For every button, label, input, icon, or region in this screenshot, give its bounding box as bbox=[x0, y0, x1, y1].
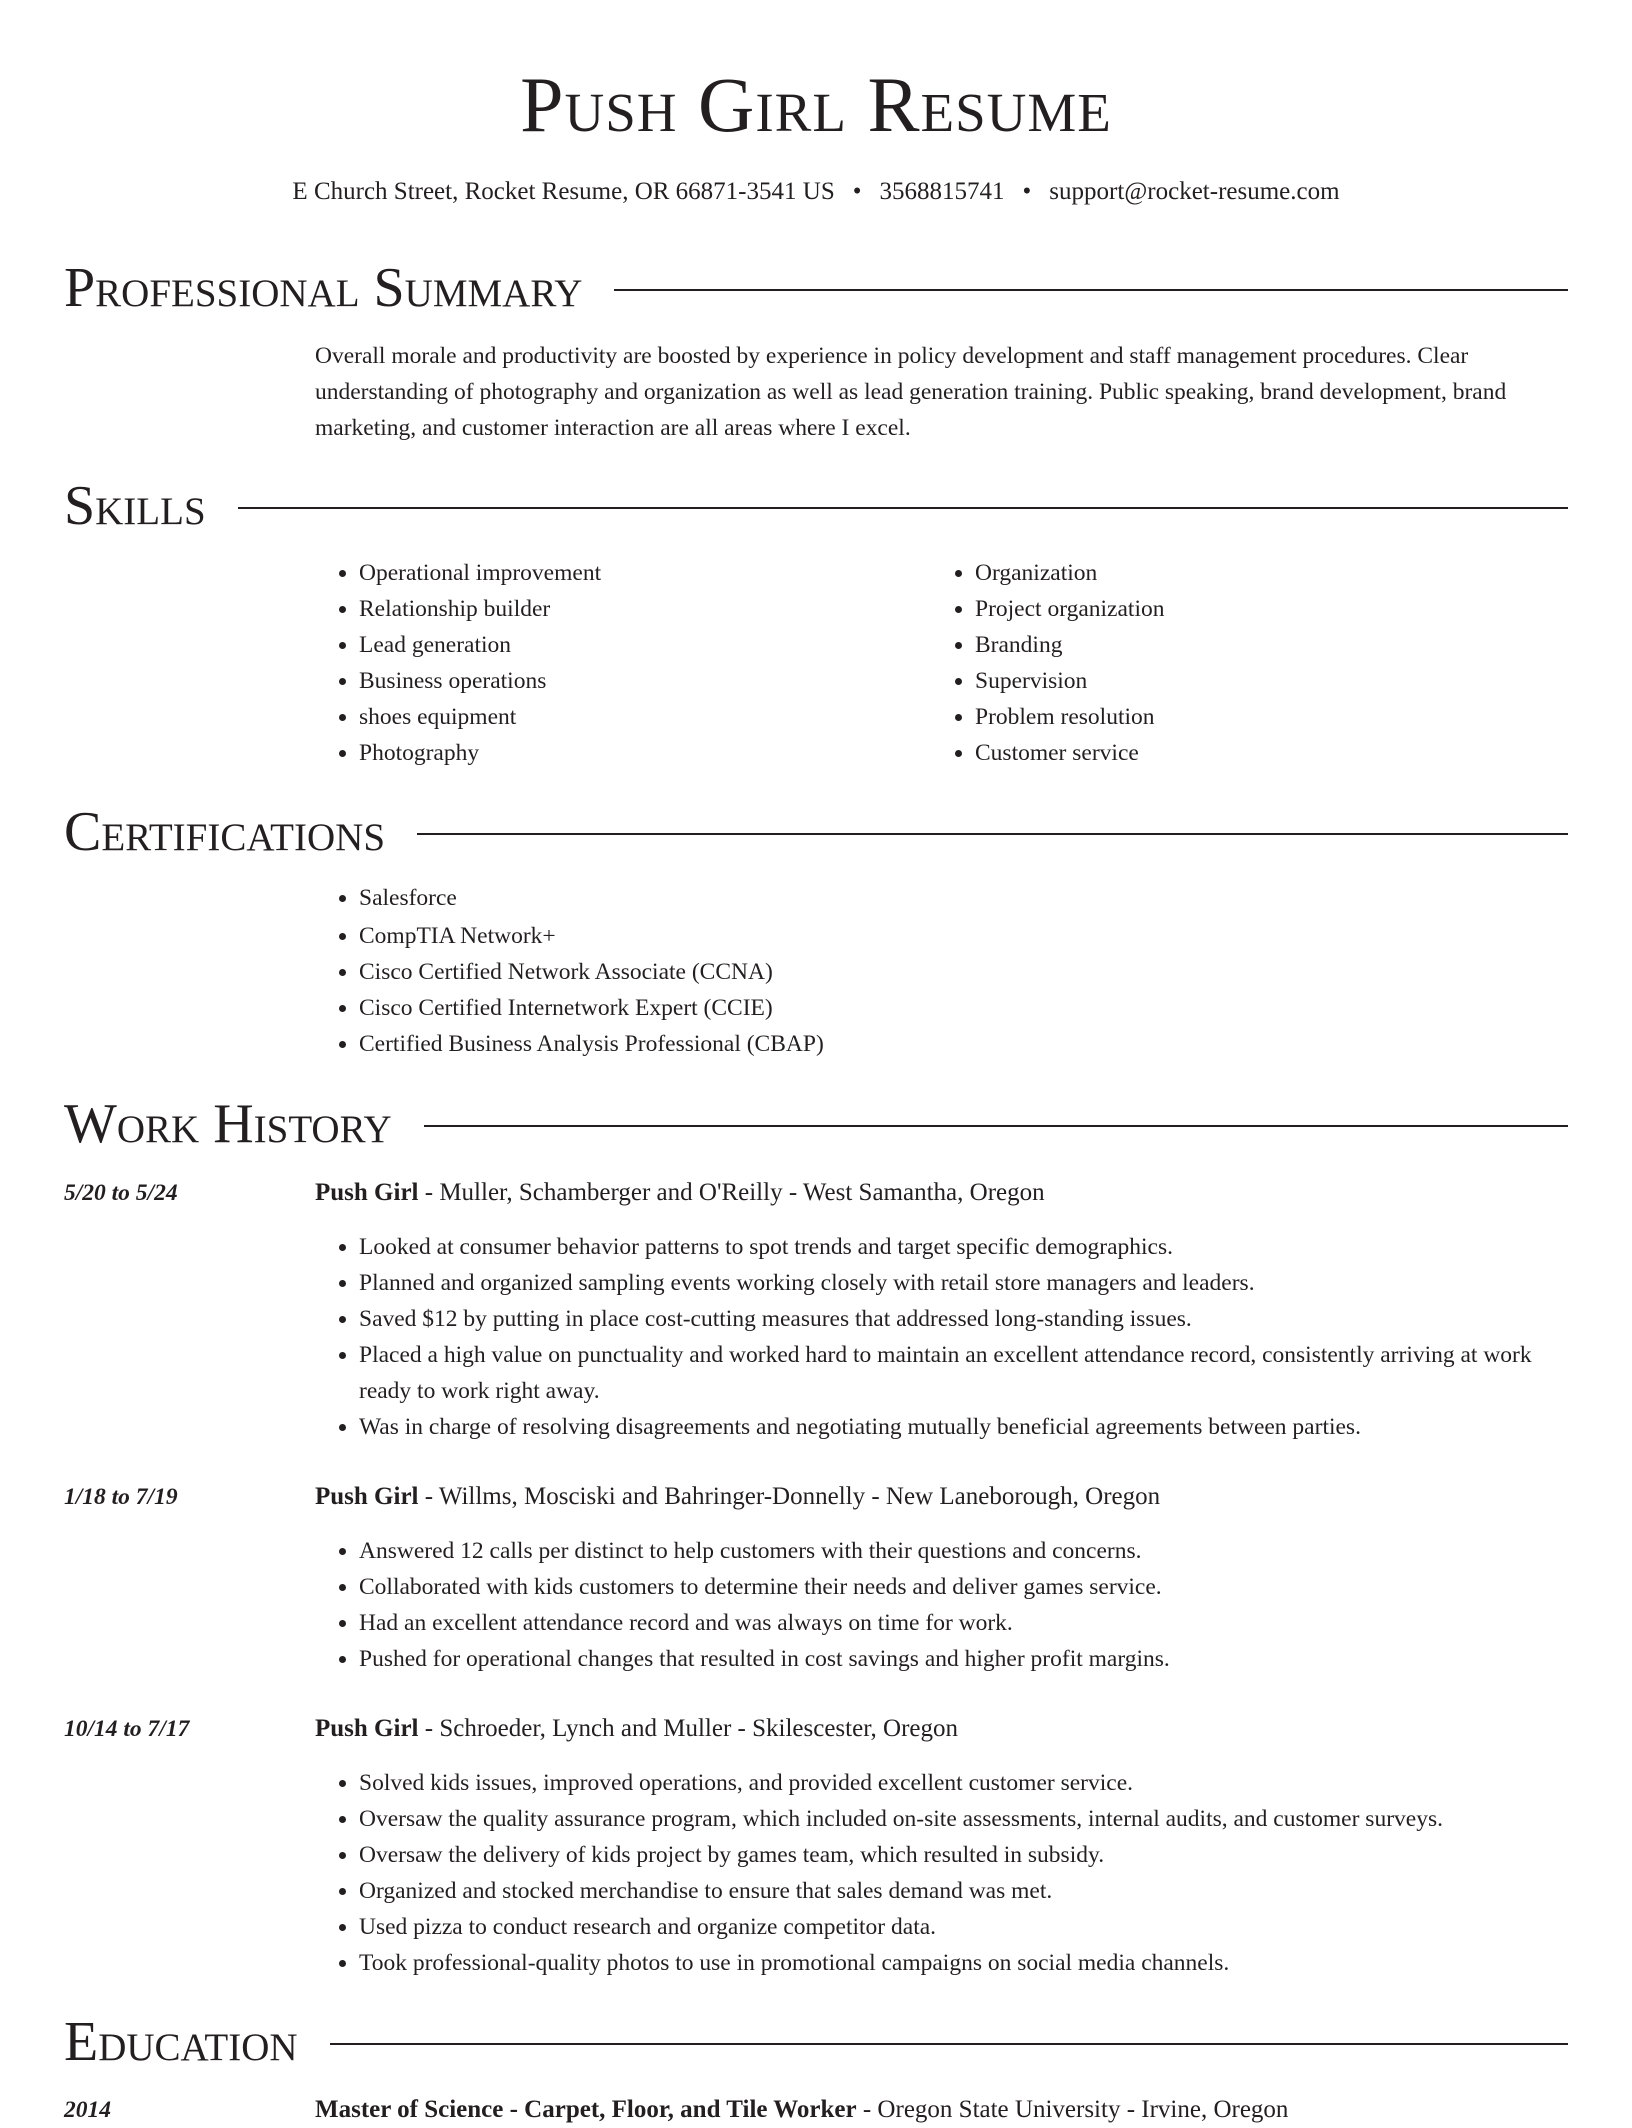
skill-item: • Lead generation bbox=[359, 627, 931, 663]
job-title-line bbox=[315, 1479, 1566, 1515]
job-bullet: • Planned and organized sampling events working closely with retail store managers and leaders. bbox=[359, 1265, 1566, 1301]
section-work-history bbox=[64, 1092, 1568, 1156]
certification-item: • Salesforce bbox=[359, 880, 1565, 916]
job-bullet: • Saved $12 by putting in place cost-cutting measures that addressed long-standing issues. bbox=[359, 1301, 1566, 1337]
job-dates: 1/18 to 7/19 bbox=[64, 1484, 178, 1510]
job-bullets bbox=[315, 1533, 1566, 1677]
address: E Church Street, Rocket Resume, OR 66871-3541 US bbox=[292, 178, 835, 205]
job-title-line bbox=[315, 1175, 1566, 1211]
skills-list bbox=[315, 555, 1565, 771]
job-bullet: • Organized and stocked merchandise to ensure that sales demand was met. bbox=[359, 1873, 1566, 1909]
job-bullet: • Used pizza to conduct research and organize competitor data. bbox=[359, 1909, 1566, 1945]
job-employer: - Schroeder, Lynch and Muller - Skilescester, Oregon bbox=[418, 1715, 959, 1742]
summary-text: Overall morale and productivity are boosted by experience in policy development and staff management procedures. Clear understanding of photography and organization as well as lead generation training. Public speaking, brand development, brand marketing, and customer interaction are all areas where I excel. bbox=[315, 343, 1507, 441]
skill-item: • Problem resolution bbox=[975, 699, 1547, 735]
skill-item: • Project organization bbox=[975, 591, 1547, 627]
section-certifications bbox=[64, 800, 1568, 864]
certification-item: • Cisco Certified Internetwork Expert (CCIE) bbox=[359, 990, 1565, 1026]
section-rule bbox=[330, 2043, 1568, 2045]
education-year: 2014 bbox=[64, 2097, 111, 2123]
section-rule bbox=[614, 289, 1568, 291]
education-school: - Oregon State University - Irvine, Oregon bbox=[856, 2096, 1289, 2123]
job-bullet: • Collaborated with kids customers to determine their needs and deliver games service. bbox=[359, 1569, 1566, 1605]
section-heading: Certifications bbox=[64, 801, 386, 863]
certification-item: • Certified Business Analysis Professional (CBAP) bbox=[359, 1026, 1565, 1062]
skill-item: • shoes equipment bbox=[359, 699, 931, 735]
section-professional-summary bbox=[64, 256, 1568, 320]
section-education bbox=[64, 2010, 1568, 2074]
job-title: Push Girl bbox=[315, 1483, 419, 1510]
section-heading: Skills bbox=[64, 475, 206, 537]
separator: • bbox=[852, 178, 862, 205]
skill-item: • Organization bbox=[975, 555, 1547, 591]
job-title: Push Girl bbox=[315, 1715, 419, 1742]
contact-line bbox=[0, 172, 1632, 212]
skill-item: • Customer service bbox=[975, 735, 1547, 771]
education-line bbox=[315, 2092, 1566, 2128]
job-bullet: • Oversaw the delivery of kids project by games team, which resulted in subsidy. bbox=[359, 1837, 1566, 1873]
section-heading: Professional Summary bbox=[64, 257, 583, 319]
section-rule bbox=[238, 507, 1568, 509]
job-bullets bbox=[315, 1765, 1566, 1981]
job-bullet: • Answered 12 calls per distinct to help customers with their questions and concerns. bbox=[359, 1533, 1566, 1569]
job-employer: - Muller, Schamberger and O'Reilly - West Samantha, Oregon bbox=[418, 1179, 1045, 1206]
job-dates: 10/14 to 7/17 bbox=[64, 1716, 190, 1742]
job-employer: - Willms, Mosciski and Bahringer-Donnelly - New Laneborough, Oregon bbox=[418, 1483, 1161, 1510]
email-link[interactable]: support@rocket-resume.com bbox=[1049, 178, 1340, 205]
section-rule bbox=[417, 833, 1568, 835]
section-rule bbox=[424, 1125, 1568, 1127]
skill-item: • Operational improvement bbox=[359, 555, 931, 591]
education-degree: Master of Science - Carpet, Floor, and Tile Worker bbox=[315, 2096, 857, 2123]
job-title-line bbox=[315, 1711, 1566, 1747]
resume-name: Push Girl Resume bbox=[520, 61, 1112, 148]
section-heading: Education bbox=[64, 2011, 298, 2073]
certifications-list bbox=[315, 880, 1565, 1062]
job-bullet: • Took professional-quality photos to use in promotional campaigns on social media channels. bbox=[359, 1945, 1566, 1981]
job-bullet: • Looked at consumer behavior patterns to spot trends and target specific demographics. bbox=[359, 1229, 1566, 1265]
skill-item: • Business operations bbox=[359, 663, 931, 699]
skill-item: • Relationship builder bbox=[359, 591, 931, 627]
skill-item: • Supervision bbox=[975, 663, 1547, 699]
job-bullet: • Pushed for operational changes that resulted in cost savings and higher profit margins. bbox=[359, 1641, 1566, 1677]
skill-item: • Photography bbox=[359, 735, 931, 771]
certification-item: • CompTIA Network+ bbox=[359, 918, 1565, 954]
separator: • bbox=[1022, 178, 1032, 205]
job-dates: 5/20 to 5/24 bbox=[64, 1180, 178, 1206]
skills-column-right bbox=[931, 555, 1547, 771]
section-skills bbox=[64, 474, 1568, 538]
job-title: Push Girl bbox=[315, 1179, 419, 1206]
job-bullet: • Was in charge of resolving disagreements and negotiating mutually beneficial agreements between parties. bbox=[359, 1409, 1566, 1445]
job-bullet: • Had an excellent attendance record and was always on time for work. bbox=[359, 1605, 1566, 1641]
section-heading: Work History bbox=[64, 1093, 392, 1155]
job-bullet: • Solved kids issues, improved operations, and provided excellent customer service. bbox=[359, 1765, 1566, 1801]
certification-item: • Cisco Certified Network Associate (CCNA) bbox=[359, 954, 1565, 990]
phone: 3568815741 bbox=[879, 178, 1005, 205]
skill-item: • Branding bbox=[975, 627, 1547, 663]
job-bullets bbox=[315, 1229, 1566, 1445]
skills-column-left bbox=[315, 555, 931, 771]
job-bullet: • Placed a high value on punctuality and worked hard to maintain an excellent attendance record, consistently arriving at work ready to work right away. bbox=[359, 1337, 1566, 1409]
job-bullet: • Oversaw the quality assurance program, which included on-site assessments, internal audits, and customer surveys. bbox=[359, 1801, 1566, 1837]
